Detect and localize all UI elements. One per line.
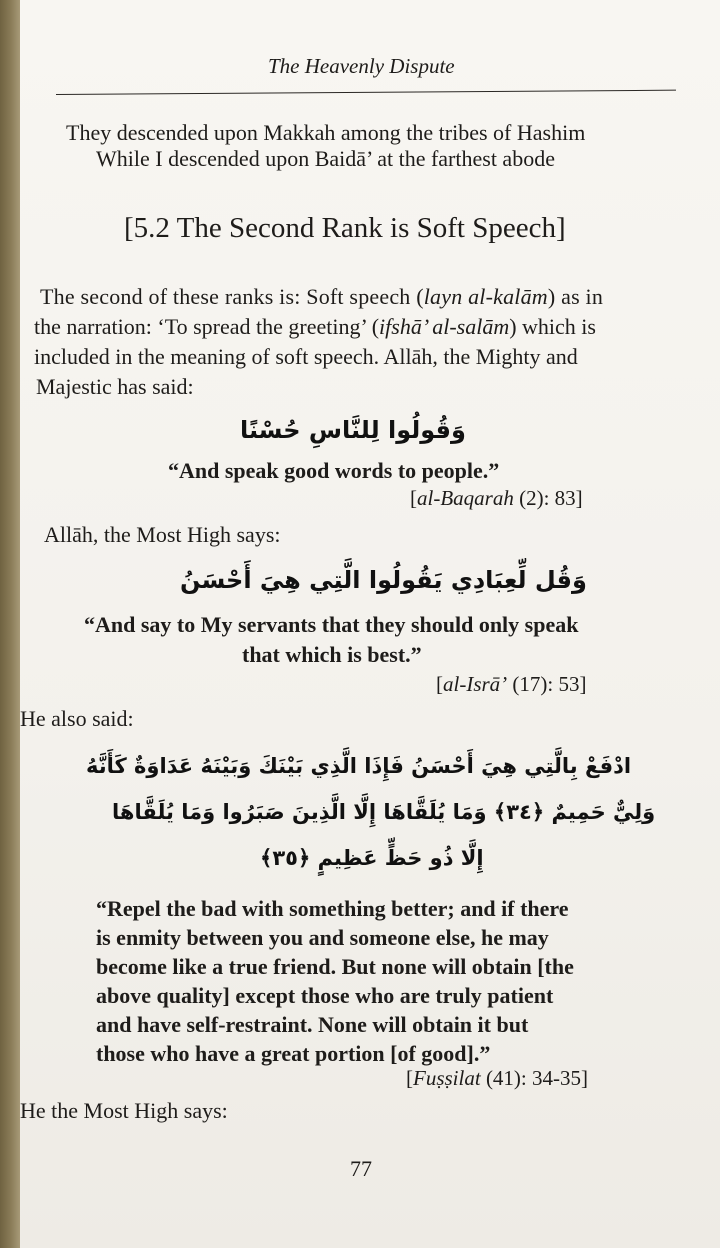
intro-most-high-says: He the Most High says: [20,1098,228,1123]
verse-2-translation-line-2: that which is best.” [242,642,422,667]
quran-verse-3-arabic-line-2: وَلِيٌّ حَمِيمٌ ﴿٣٤﴾ وَمَا يُلَقَّاهَا إِلَّا الَّذِينَ صَبَرُوا وَمَا يُلَقَّاهَا [112,800,656,824]
verse-3-translation-line-3: become like a true friend. But none will obtain [the [96,954,574,979]
header-rule [56,90,676,95]
para1-line-4: Majestic has said: [36,374,194,399]
quran-verse-2-arabic: وَقُل لِّعِبَادِي يَقُولُوا الَّتِي هِيَ أَحْسَنُ [180,566,587,594]
quran-verse-3-arabic-line-1: ادْفَعْ بِالَّتِي هِيَ أَحْسَنُ فَإِذَا الَّذِي بَيْنَكَ وَبَيْنَهُ عَدَاوَةٌ كَأَنَّهُ [86,754,632,778]
verse-2-reference: [al-Isrā’ (17): 53] [436,672,587,696]
running-header: The Heavenly Dispute [268,54,455,78]
verse-2-translation-line-1: “And say to My servants that they should only speak [84,612,579,637]
verse-3-translation [96,894,574,1068]
book-spine-edge [0,0,20,1248]
verse-3-translation-line-1: “Repel the bad with something better; and if there [96,896,569,921]
verse-3-translation-line-6: those who have a great portion [of good].” [96,1041,491,1066]
intro-also-said: He also said: [20,706,134,731]
poem-line-2: While I descended upon Baidā’ at the farthest abode [96,146,555,171]
verse-3-reference: [Fuṣṣilat (41): 34-35] [406,1066,588,1090]
verse-3-translation-line-2: is enmity between you and someone else, he may [96,925,549,950]
para1-line-3: included in the meaning of soft speech. Allāh, the Mighty and [34,344,578,369]
section-heading: [5.2 The Second Rank is Soft Speech] [124,212,566,244]
intro-most-high: Allāh, the Most High says: [44,522,281,547]
paragraph-soft-speech [34,282,610,402]
poem-line-1: They descended upon Makkah among the tribes of Hashim [66,120,586,145]
quran-verse-3-arabic-line-3: إِلَّا ذُو حَظٍّ عَظِيمٍ ﴿٣٥﴾ [260,846,484,870]
verse-3-translation-line-5: and have self-restraint. None will obtain it but [96,1012,529,1037]
para1-line-1: The second of these ranks is: Soft speech (layn al-kalām) as in [40,284,604,309]
verse-1-translation: “And speak good words to people.” [168,458,500,483]
para1-line-2: the narration: ‘To spread the greeting’ (ifshā’ al-salām) which is [34,314,596,339]
quran-verse-1-arabic: وَقُولُوا لِلنَّاسِ حُسْنًا [240,416,466,444]
verse-3-translation-line-4: above quality] except those who are truly patient [96,983,554,1008]
page-number: 77 [350,1156,372,1181]
book-page [20,0,720,1248]
verse-1-reference: [al-Baqarah (2): 83] [410,486,583,510]
